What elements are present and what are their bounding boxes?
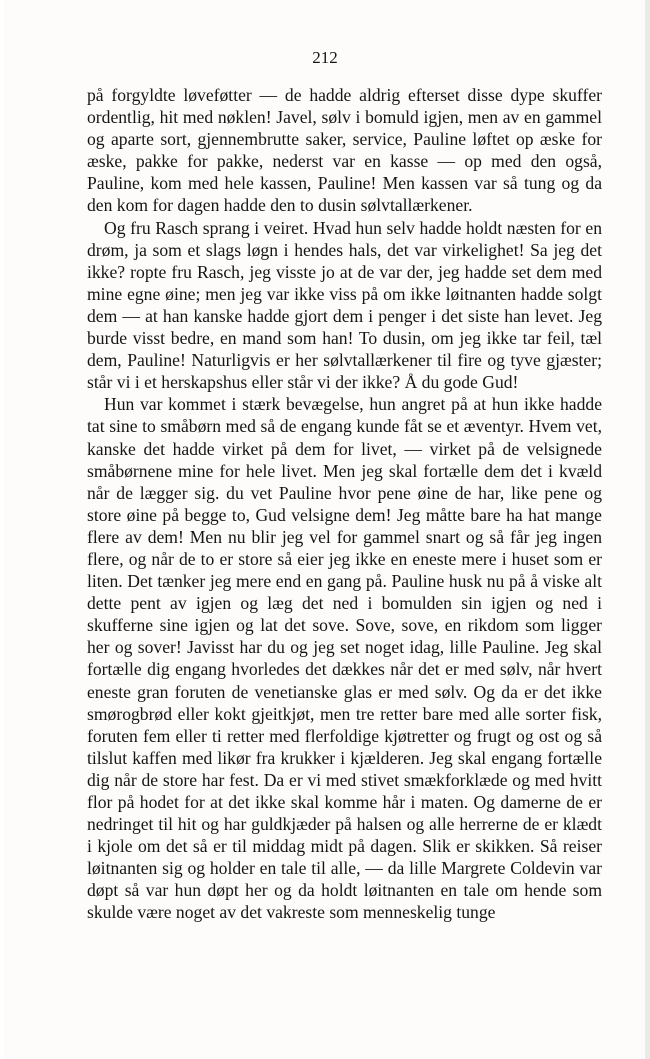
paragraph: Og fru Rasch sprang i veiret. Hvad hun selv hadde holdt næsten for en drøm, ja som et slags løgn i hendes hals, det var virkelighet! Sa jeg det ikke? ropte fru Rasch, jeg visste jo at de var der, jeg hadde set dem med mine egne øine; men jeg var ikke viss på om ikke løitnanten hadde solgt dem — at han kanske hadde gjort dem i penger i det siste han levet. Jeg burde visst bedre, en mand som han! To dusin, om jeg ikke tar feil, tæl dem, Pauline! Naturligvis er her sølvtallærkener til fire og tyve gjæster; står vi i et herskapshus eller står vi der ikke? Å du gode Gud! — [87, 217, 602, 393]
paragraph: på forgyldte løveføtter — de hadde aldrig efterset disse dype skuffer ordentlig, hit med nøklen! Javel, sølv i bomuld igjen, men av en gammel og aparte sort, gjennembrutte saker, service, Pauline løftet op æske for æske, pakke for pakke, nederst var en kasse — op med den også, Pauline, kom med hele kassen, Pauline! Men kassen var så tung og da den kom for dagen hadde den to dusin sølvtallærkener. — [87, 85, 602, 216]
paragraph: Hun var kommet i stærk bevægelse, hun angret på at hun ikke hadde tat sine to småbørn med så de engang kunde fåt se et æventyr. Hvem vet, kanske det hadde virket på dem for livet, — virket på de velsignede småbørnene mine for hele livet. Men jeg skal fortælle dem det i kvæld når de lægger sig. du vet Pauline hvor pene øine de har, like pene og store øine på begge to, Gud velsigne dem! Jeg måtte bare ha hat mange flere av dem! Men nu blir jeg vel for gammel snart og så får jeg ingen flere, og når de to er store så eier jeg ikke en eneste mere i huset som er liten. Det tænker jeg mere end en gang på. Pauline husk nu på å viske alt dette pent av igjen og læg det ned i bomulden sin igjen og ned i skufferne sine igjen og lat det sove. Sove, sove, en rikdom som ligger her og sover! Javisst har du og jeg set noget idag, lille Pauline. Jeg skal fortælle dig engang hvorledes det dækkes når det er med sølv, når hvert eneste gran foruten de venetianske glas er med sølv. Og da er det ikke smørogbrød eller kokt gjeitkjøt, men tre retter bare med alle sorter fisk, foruten fem eller ti retter med flerfoldige kjøtretter og frugt og ost og så tilslut kaffen med likør fra krukker i kjælderen. Jeg skal engang fortælle dig når de store har fest. Da er vi med stivet smækforklæde og med hvitt flor på hodet for at det ikke skal komme hår i maten. Og damerne de er nedringet til hit og har guldkjæder på halsen og alle herrerne de er klædt i kjole om det så er til middag midt på dagen. Slik er skikken. Så reiser løitnanten sig og holder en tale til alle, — da lille Margrete Coldevin var døpt så var hun døpt her og da holdt løitnanten en tale om hende som skulde være noget av det vakreste som menneskelig tunge — [87, 394, 602, 923]
body-text — [87, 84, 602, 924]
page-number: 212 — [312, 48, 338, 67]
page-edge — [645, 0, 650, 1059]
